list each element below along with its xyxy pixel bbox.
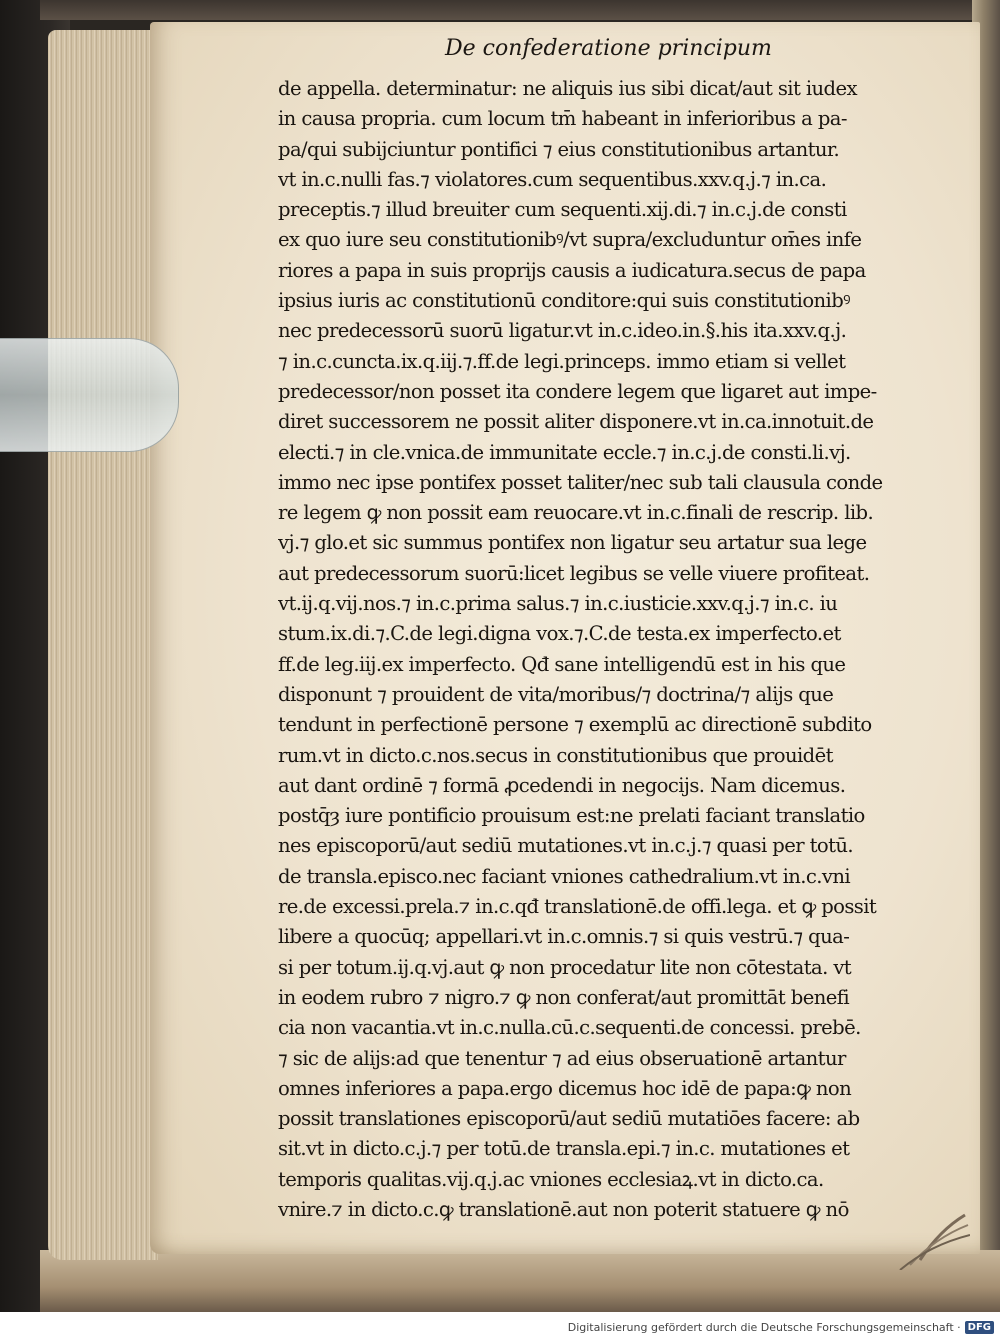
text-line: preceptis.⁊ illud breuiter cum sequenti.xij.di.⁊ in.c.j.de consti bbox=[278, 198, 847, 222]
transparent-page-holder bbox=[0, 338, 179, 452]
text-line: nec predecessorū suorū ligatur.vt in.c.ideo.in.§.his ita.xxv.q.j. bbox=[278, 319, 847, 343]
text-line: pa/qui subijciuntur pontifici ⁊ eius constitutionibus artantur. bbox=[278, 137, 840, 161]
text-line: tendunt in perfectionē persone ⁊ exemplū ac directionē subdito bbox=[278, 713, 872, 737]
text-line: disponunt ⁊ prouident de vita/moribus/⁊ doctrina/⁊ alijs que bbox=[278, 682, 834, 706]
text-line: stum.ix.di.⁊.C.de legi.digna vox.⁊.C.de testa.ex imperfecto.et bbox=[278, 622, 841, 646]
text-line: vt in.c.nulli fas.⁊ violatores.cum sequentibus.xxv.q.j.⁊ in.ca. bbox=[278, 167, 827, 191]
text-line: possit translationes episcoporū/aut sediū mutatiōes facere: ab bbox=[278, 1107, 860, 1131]
digitization-credit bbox=[568, 1318, 994, 1336]
text-line: nes episcoporū/aut sediū mutationes.vt in.c.j.⁊ quasi per totū. bbox=[278, 834, 854, 858]
text-line: predecessor/non posset ita condere legem que ligaret aut impe- bbox=[278, 379, 877, 403]
text-line: rum.vt in dicto.c.nos.secus in constitutionibus que prouidēt bbox=[278, 743, 833, 767]
page-edges-stack bbox=[48, 30, 158, 1260]
text-line: vnire.⁊ in dicto.c.ꝙ translationē.aut non poterit statuere ꝙ nō bbox=[278, 1197, 849, 1221]
text-line: electi.⁊ in cle.vnica.de immunitate eccle.⁊ in.c.j.de consti.li.vj. bbox=[278, 440, 851, 464]
page-body-text bbox=[278, 74, 918, 1225]
text-line: sit.vt in dicto.c.j.⁊ per totū.de transla.epi.⁊ in.c. mutationes et bbox=[278, 1137, 850, 1161]
text-line: vj.⁊ glo.et sic summus pontifex non ligatur seu artatur sua lege bbox=[278, 531, 867, 555]
text-line: ex quo iure seu constitutionibꝰ/vt supra/excluduntur om̄es infe bbox=[278, 228, 862, 252]
text-line: ⁊ sic de alijs:ad que tenentur ⁊ ad eius obseruationē artantur bbox=[278, 1046, 846, 1070]
running-head: De confederatione principum bbox=[445, 36, 772, 61]
book-cover-top-edge bbox=[40, 0, 1000, 20]
text-line: temporis qualitas.vij.q.j.ac vniones ecclesiaꝝ.vt in dicto.ca. bbox=[278, 1167, 824, 1191]
text-line: aut predecessorum suorū:licet legibus se velle viuere profiteat. bbox=[278, 561, 870, 585]
dfg-logo: DFG bbox=[965, 1321, 994, 1334]
text-line: libere a quocūq; appellari.vt in.c.omnis.⁊ si quis vestrū.⁊ qua- bbox=[278, 925, 850, 949]
text-line: de transla.episco.nec faciant vniones cathedralium.vt in.c.vni bbox=[278, 864, 851, 888]
text-line: cia non vacantia.vt in.c.nulla.cū.c.sequenti.de concessi. prebē. bbox=[278, 1016, 861, 1040]
text-line: de appella. determinatur: ne aliquis ius sibi dicat/aut sit iudex bbox=[278, 77, 857, 100]
text-line: re legem ꝙ non possit eam reuocare.vt in.c.finali de rescrip. lib. bbox=[278, 501, 874, 525]
credit-text: Digitalisierung gefördert durch die Deutsche Forschungsgemeinschaft · bbox=[567, 1320, 961, 1334]
text-line: re.de excessi.prela.⁊ in.c.qđ translationē.de offi.lega. et ꝙ possit bbox=[278, 895, 877, 919]
text-line: in eodem rubro ⁊ nigro.⁊ ꝙ non conferat/aut promittāt benefi bbox=[278, 985, 850, 1009]
text-line: postq̄ȝ iure pontificio prouisum est:ne prelati faciant translatio bbox=[278, 804, 865, 828]
text-line: in causa propria. cum locum tm̄ habeant in inferioribus a pa- bbox=[278, 107, 847, 131]
text-line: si per totum.ij.q.vj.aut ꝙ non procedatur lite non cōtestata. vt bbox=[278, 955, 852, 979]
text-line: aut dant ordinē ⁊ formā ꝓcedendi in negocijs. Nam dicemus. bbox=[278, 773, 846, 797]
text-line: vt.ij.q.vij.nos.⁊ in.c.prima salus.⁊ in.c.iusticie.xxv.q.j.⁊ in.c. iu bbox=[278, 592, 838, 616]
text-line: omnes inferiores a papa.ergo dicemus hoc idē de papa:ꝙ non bbox=[278, 1076, 852, 1100]
text-line: ⁊ in.c.cuncta.ix.q.iij.⁊.ff.de legi.princeps. immo etiam si vellet bbox=[278, 349, 846, 373]
text-line: immo nec ipse pontifex posset taliter/nec sub tali clausula conde bbox=[278, 470, 883, 494]
text-line: ff.de leg.iij.ex imperfecto. Qđ sane intelligendū est in his que bbox=[278, 652, 846, 676]
text-line: ipsius iuris ac constitutionū conditore:qui suis constitutionibꝰ bbox=[278, 289, 851, 313]
binding-thread-marks bbox=[770, 1120, 970, 1270]
text-line: diret successorem ne possit aliter disponere.vt in.ca.innotuit.de bbox=[278, 410, 874, 434]
text-line: riores a papa in suis proprijs causis a iudicatura.secus de papa bbox=[278, 258, 866, 282]
